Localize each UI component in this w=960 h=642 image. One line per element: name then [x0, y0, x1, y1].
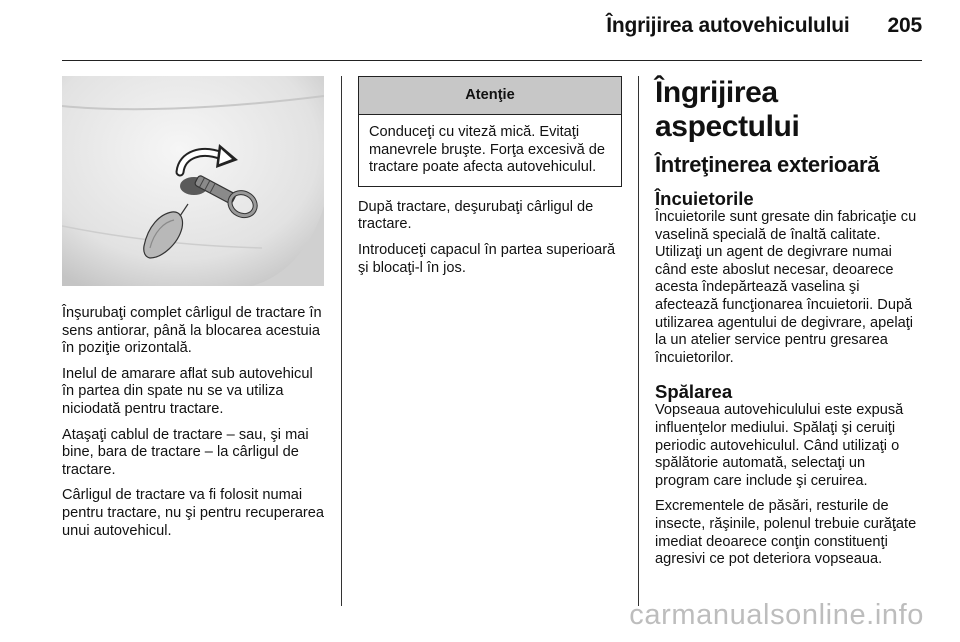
paragraph: Inelul de amarare aflat sub autovehicul în partea din spate nu se va utiliza niciodată pentru tractare.: [62, 365, 313, 417]
column-divider-1: [341, 76, 342, 606]
paragraph: Înşurubaţi complet cârligul de tractare în sens antiorar, până la blocarea acestuia în poziţie orizontală.: [62, 305, 322, 357]
topic-heading-locks: Încuietorile: [655, 188, 754, 209]
towing-eye-drawing: [62, 76, 324, 286]
topic-heading-washing: Spălarea: [655, 381, 733, 403]
column-right: [655, 76, 923, 577]
warning-text: Conduceţi cu viteză mică. Evitaţi manevrele bruşte. Forţa excesivă de tractare poate afecta autovehiculul.: [369, 124, 606, 176]
subsection-heading: Întreţinerea exterioară: [655, 152, 880, 177]
paragraph: Cârligul de tractare va fi folosit numai pentru tractare, nu şi pentru recuperarea unui autovehicul.: [62, 487, 325, 539]
section-heading: Îngrijirea aspectului: [655, 76, 800, 143]
column-divider-2: [638, 76, 639, 606]
chapter-title: Îngrijirea autovehiculului: [606, 14, 850, 37]
paragraph: Încuietorile sunt gresate din fabricaţie cu vaselină specială de înaltă calitate. Utilizaţi un agent de degivrare numai când este aboslut necesar, deoarece acesta îndepărtează vaselina şi afectează funcţionarea încuietorii. După utilizarea agentului de degivrare, apelaţi la un atelier service pentru gresarea încuietorilor.: [655, 209, 917, 366]
header-rule: [62, 60, 922, 61]
warning-title: Atenţie: [359, 77, 621, 115]
column-left: [62, 305, 326, 548]
page-header: [606, 14, 922, 38]
paragraph: Vopseaua autovehiculului este expusă influenţelor mediului. Spălaţi şi ceruiţi periodic autovehiculul. Când utilizaţi o spălătorie automată, selectaţi un program care include şi ceruirea.: [655, 402, 904, 489]
column-middle: [358, 76, 622, 285]
towing-eye-illustration: [62, 76, 324, 286]
paragraph: Excrementele de păsări, resturile de insecte, răşinile, polenul trebuie curăţate imediat deoarece conţin constituenţi agresivi ce pot deteriora vopseaua.: [655, 498, 917, 568]
watermark: carmanualsonline.info: [629, 599, 924, 631]
paragraph: Introduceţi capacul în partea superioară şi blocaţi-l în jos.: [358, 241, 616, 276]
warning-box: [358, 76, 622, 187]
page-number: 205: [887, 14, 922, 37]
paragraph: Ataşaţi cablul de tractare – sau, şi mai bine, bara de tractare – la cârligul de tractare.: [62, 426, 309, 478]
paragraph: După tractare, deşurubaţi cârligul de tractare.: [358, 198, 594, 233]
